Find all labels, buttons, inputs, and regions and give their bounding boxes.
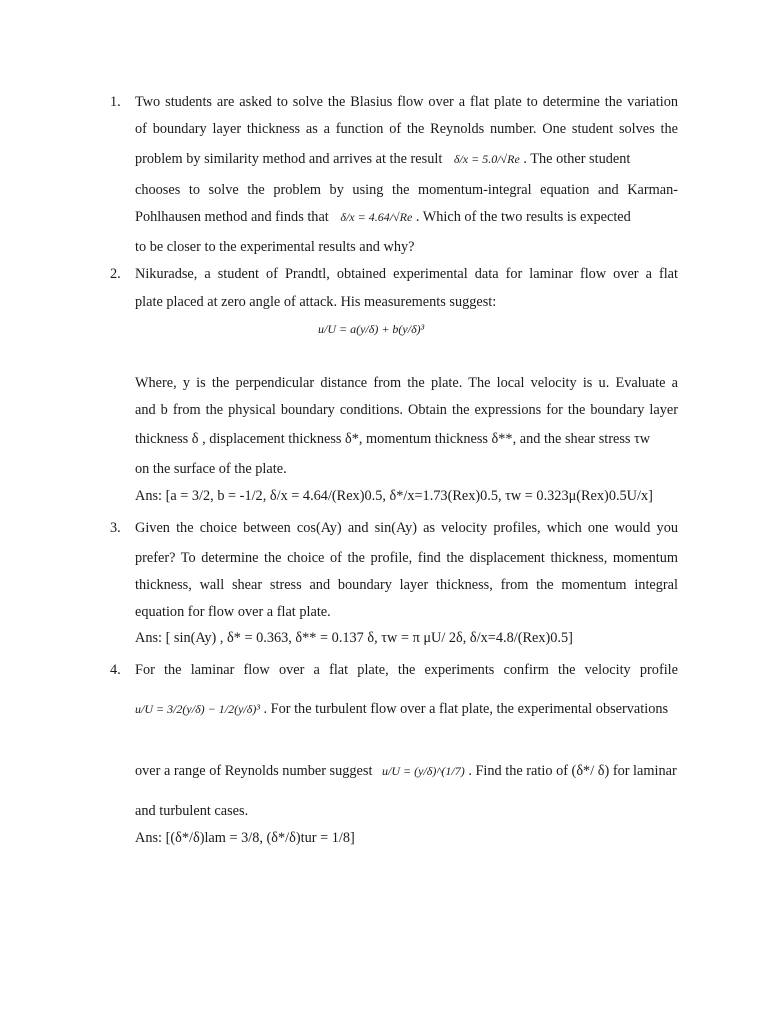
q4-line-4: and turbulent cases. bbox=[135, 803, 249, 819]
q3-line-3: thickness, wall shear stress and boundary layer thickness, from the momentum integral bbox=[135, 577, 678, 593]
q3-line-4: equation for flow over a flat plate. bbox=[135, 604, 331, 620]
q1-karman-equation: δ/x = 4.64/√Re bbox=[340, 210, 413, 224]
q3-line-1: Given the choice between cos(Ay) and sin(Ay) as velocity profiles, which one would you bbox=[135, 520, 678, 536]
q2-line-4: and b from the physical boundary conditions. Obtain the expressions for the boundary layer bbox=[135, 402, 678, 418]
q3-number: 3. bbox=[110, 520, 121, 536]
q4-laminar-profile-equation: u/U = 3/2(y/δ) − 1/2(y/δ)³ bbox=[135, 702, 260, 716]
q1-line-3-tail: . The other student bbox=[523, 151, 631, 167]
q2-number: 2. bbox=[110, 266, 121, 282]
q1-line-2: of boundary layer thickness as a function of the Reynolds number. One student solves the bbox=[135, 121, 678, 137]
q1-line-5-text: Pohlhausen method and finds that bbox=[135, 209, 329, 225]
q4-line-3 bbox=[135, 762, 677, 780]
q4-turbulent-profile-equation: u/U = (y/δ)^(1/7) bbox=[382, 764, 465, 778]
q1-line-5-tail: . Which of the two results is expected bbox=[415, 209, 631, 225]
q4-line-3-text: over a range of Reynolds number suggest bbox=[135, 763, 373, 779]
q2-line-1: Nikuradse, a student of Prandtl, obtained experimental data for laminar flow over a flat bbox=[135, 266, 678, 282]
q3-answer: Ans: [ sin(Ay) , δ* = 0.363, δ** = 0.137 δ, τw = π μU/ 2δ, δ/x=4.8/(Rex)0.5] bbox=[135, 630, 573, 646]
q1-line-1: Two students are asked to solve the Blasius flow over a flat plate to determine the variation bbox=[135, 94, 678, 110]
q2-velocity-profile-equation: u/U = a(y/δ) + b(y/δ)³ bbox=[318, 322, 425, 336]
q4-line-3-tail: . Find the ratio of (δ*/ δ) for laminar bbox=[468, 763, 677, 779]
q2-line-2: plate placed at zero angle of attack. His measurements suggest: bbox=[135, 294, 497, 310]
q2-line-3: Where, y is the perpendicular distance from the plate. The local velocity is u. Evaluate a bbox=[135, 375, 678, 391]
q4-number: 4. bbox=[110, 662, 121, 678]
q1-line-4: chooses to solve the problem by using the momentum-integral equation and Karman- bbox=[135, 182, 678, 198]
q1-line-5 bbox=[135, 208, 631, 226]
q1-line-3-text: problem by similarity method and arrives at the result bbox=[135, 151, 443, 167]
q4-line-2-text: . For the turbulent flow over a flat plate, the experimental observations bbox=[263, 701, 669, 717]
q2-line-6: on the surface of the plate. bbox=[135, 461, 287, 477]
q1-blasius-equation: δ/x = 5.0/√Re bbox=[453, 152, 520, 166]
q2-line-5: thickness δ , displacement thickness δ*, momentum thickness δ**, and the shear stress τw bbox=[135, 431, 651, 447]
q1-number: 1. bbox=[110, 94, 121, 110]
q3-line-2: prefer? To determine the choice of the profile, find the displacement thickness, momentum bbox=[135, 550, 678, 566]
q4-answer: Ans: [(δ*/δ)lam = 3/8, (δ*/δ)tur = 1/8] bbox=[135, 830, 355, 846]
q2-answer: Ans: [a = 3/2, b = -1/2, δ/x = 4.64/(Rex)0.5, δ*/x=1.73(Rex)0.5, τw = 0.323μ(Rex)0.5U/x] bbox=[135, 488, 653, 504]
q1-line-6: to be closer to the experimental results and why? bbox=[135, 239, 415, 255]
q4-line-1: For the laminar flow over a flat plate, the experiments confirm the velocity profile bbox=[135, 662, 678, 678]
q1-line-3 bbox=[135, 150, 630, 168]
q4-line-2 bbox=[135, 700, 668, 718]
